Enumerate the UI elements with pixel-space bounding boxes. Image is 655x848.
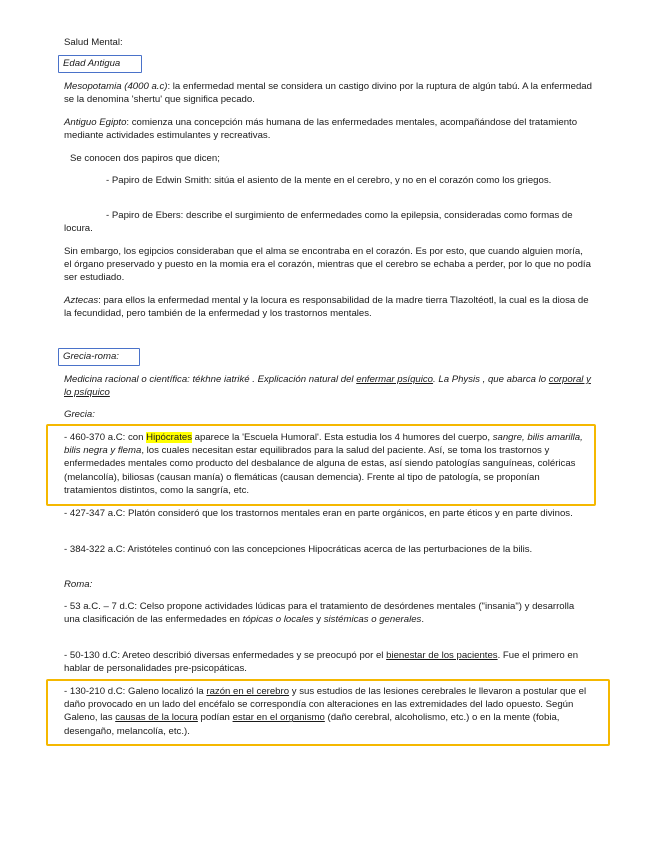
paragraph-sin-embargo: Sin embargo, los egipcios consideraban que el alma se encontraba en el corazón. Es por esto, que cuando alguien moría, el órgano preservado y puesto en la momia era el corazón, mientras que el cerebro se echaba a perder, por lo que no podía ser estudiado. [64,246,591,284]
paragraph-papiros-intro: Se conocen dos papiros que dicen; [70,153,220,164]
paragraph-celso: - 53 a.C. – 7 d.C: Celso propone actividades lúdicas para el tratamiento de desórdenes mentales ("insania") y desarrolla una clasificación de las enfermedades en tópicas o locales y sistémicas o generales. [64,601,575,626]
paragraph-platon: - 427-347 a.C: Platón consideró que los trastornos mentales eran en parte orgánicos, en parte éticos y en parte divinos. [64,508,573,519]
paragraph-aristoteles: - 384-322 a.C: Aristóteles continuó con las concepciones Hipocráticas acerca de las perturbaciones de la bilis. [64,544,533,555]
section-heading-edad-antigua: Edad Antigua [63,58,121,69]
paragraph-aztecas: Aztecas: para ellos la enfermedad mental y la locura es responsabilidad de la madre tierra Tlazoltéotl, la cual es la diosa de la fecundidad, pero también de la enfermedad y los trastornos mentales. [64,295,589,320]
subheading-grecia: Grecia: [64,409,95,420]
document-title: Salud Mental: [64,37,123,48]
paragraph-mesopotamia: Mesopotamia (4000 a.c): la enfermedad mental se considera un castigo divino por la ruptura de algún tabú. A la enfermedad se la denomina 'shertu' que significa pecado. [64,81,592,106]
paragraph-areteo: - 50-130 d.C: Areteo describió diversas enfermedades y se preocupó por el bienestar de los pacientes. Fue el primero en hablar de personalidades pre-psicopáticas. [64,650,579,675]
subheading-roma: Roma: [64,579,93,590]
paragraph-galeno: - 130-210 d.C: Galeno localizó la razón en el cerebro y sus estudios de las lesiones cerebrales le llevaron a postular que el daño provocado en un lado del encéfalo se correspondía con alteraciones en las extremidades del lado opuesto. Según Galeno, las causas de la locura podían estar en el organismo (daño cerebral, alcoholismo, etc.) o en la mente (fobia, desengaño, melancolía, etc.). [64,686,587,737]
paragraph-hipocrates: - 460-370 a.C: con Hipócrates aparece la 'Escuela Humoral'. Esta estudia los 4 humores del cuerpo, sangre, bilis amarilla, bilis negra y flema, los cuales necesitan estar equilibrados para la salud del paciente. Así, se toma los trastornos y enfermedades mentales como producto del desbalance de alguna de estas, así siendo patologías sanguíneas, coléricas (melancolía), biliosas (causan manía) o flemáticas (causan demencia). Frente al tipo de patología, se proponían tratamientos distintos, como la sangría, etc. [64,432,583,496]
list-item-papiro-ebers: - Papiro de Ebers: describe el surgimiento de enfermedades como la epilepsia, consideradas como formas de locura. [64,210,573,235]
list-item-papiro-edwin-smith: - Papiro de Edwin Smith: sitúa el asiento de la mente en el cerebro, y no en el corazón como los griegos. [106,175,552,186]
section-heading-grecia-roma: Grecia-roma: [63,351,119,362]
paragraph-medicina-racional: Medicina racional o científica: tékhne iatriké . Explicación natural del enfermar psíquico. La Physis , que abarca lo corporal y lo psíquico [64,374,591,399]
paragraph-egipto: Antiguo Egipto: comienza una concepción más humana de las enfermedades mentales, acompañándose del tratamiento mediante actividades estimulantes y recreativas. [64,117,578,142]
highlighted-name-hipocrates: Hipócrates [146,432,192,443]
